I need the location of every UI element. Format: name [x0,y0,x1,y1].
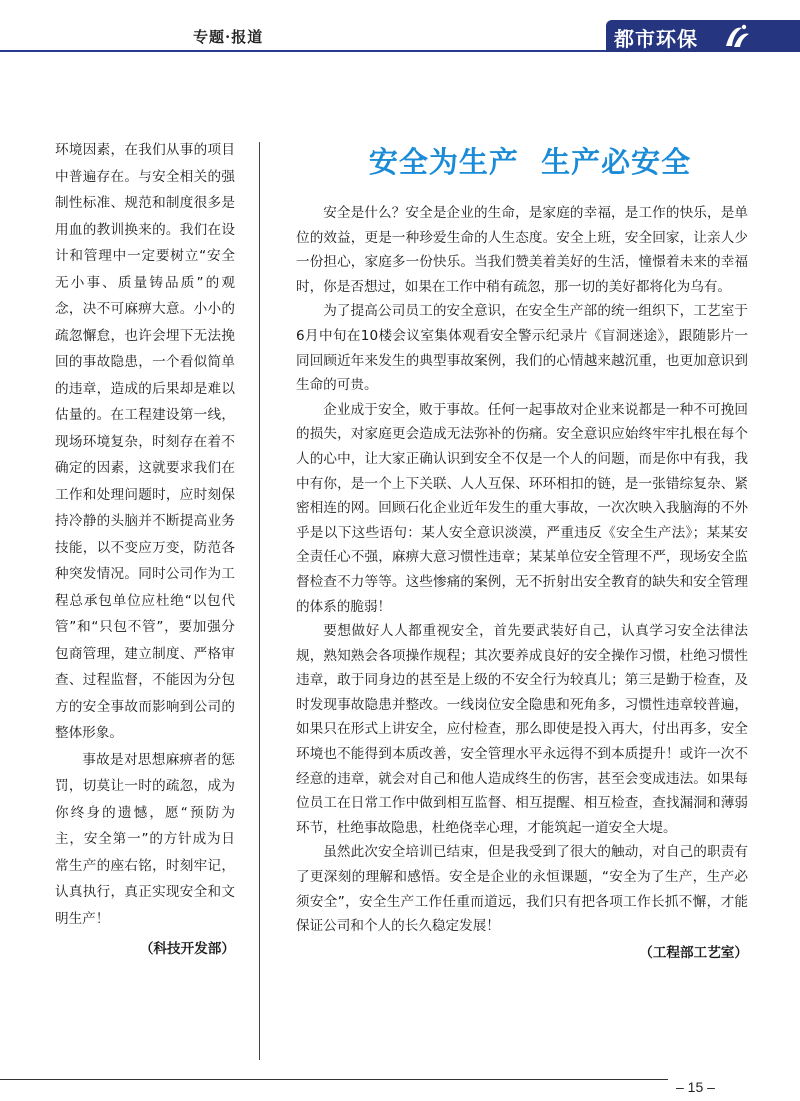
sidebar-column [55,137,235,963]
section-label: 专题·报道 [193,28,264,46]
article-paragraph-1: 安全是什么？安全是企业的生命，是家庭的幸福，是工作的快乐，是单位的效益，更是一种珍爱生命的人生态度。安全上班，安全回家，让亲人少一份担心，家庭多一份快乐。当我们赞美着美好的生活，憧憬着未来的幸福时，你是否想过，如果在工作中稍有疏忽，那一切的美好都将化为乌有。 [296,205,748,295]
article-author: （工程部工艺室） [639,944,748,961]
article-paragraph-2: 为了提高公司员工的安全意识，在安全生产部的统一组织下，工艺室于6月中旬在10楼会议室集体观看安全警示纪录片《盲洞迷途》，跟随影片一同回顾近年来发生的典型事故案例，我们的心情越来越沉重，也更加意识到生命的可贵。 [296,303,748,394]
article-paragraph-5: 虽然此次安全培训已结束，但是我受到了很大的触动，对自己的职责有了更深刻的理解和感悟。安全是企业的永恒课题，“安全为了生产，生产必须安全”，安全生产工作任重而道远，我们只有把各项工作长抓不懈，才能保证公司和个人的长久稳定发展！ [296,844,748,935]
brand-name: 都市环保 [614,27,698,51]
footer-rule [0,1079,668,1080]
column-divider [259,142,260,1060]
sidebar-author: （科技开发部） [139,941,235,957]
page-header [0,0,800,58]
article-paragraph-3: 企业成于安全，败于事故。任何一起事故对企业来说都是一种不可挽回的损失，对家庭更会造成无法弥补的伤痛。安全意识应始终牢牢扎根在每个人的心中，让大家正确认识到安全不仅是一个人的问题，而是你中有我，我中有你，是一个上下关联、人人互保、环环相扣的链，是一张错综复杂、紧密相连的网。回顾石化企业近年发生的重大事故，一次次映入我脑海的不外乎是以下这些语句：某人安全意识淡漠，严重违反《安全生产法》；某某安全责任心不强，麻痹大意习惯性违章；某某单位安全管理不严，现场安全监督检查不力等等。这些惨痛的案例，无不折射出安全教育的缺失和安全管理的体系的脆弱！ [296,401,748,615]
article-title: 安全为生产 生产必安全 [368,145,692,179]
page-number: – 15 – [676,1079,715,1095]
brand-logo-icon [720,22,752,52]
article-body [296,201,748,965]
article-paragraph-4: 要想做好人人都重视安全，首先要武装好自己，认真学习安全法律法规，熟知熟会各项操作规程；其次要养成良好的安全操作习惯，杜绝习惯性违章，敢于同身边的甚至是上级的不安全行为较真儿；第三是勤于检查，及时发现事故隐患并整改。一线岗位安全隐患和死角多，习惯性违章较普遍，如果只在形式上讲安全，应付检查，那么即使是投入再大，付出再多，安全环境也不能得到本质改善，安全管理水平永远得不到本质提升！或许一次不经意的违章，就会对自己和他人造成终生的伤害，甚至会变成违法。如果每位员工在日常工作中做到相互监督、相互提醒、相互检查，查找漏洞和薄弱环节，杜绝事故隐患，杜绝侥幸心理，才能筑起一道安全大堤。 [296,623,748,836]
header-rule [0,50,606,52]
sidebar-paragraph-2: 事故是对思想麻痹者的惩罚，切莫让一时的疏忽，成为你终身的遗憾，愿“预防为主，安全第一”的方针成为日常生产的座右铭，时刻牢记，认真执行，真正实现安全和文明生产！ [55,751,235,927]
sidebar-paragraph-1: 环境因素，在我们从事的项目中普遍存在。与安全相关的强制性标准、规范和制度很多是用血的教训换来的。我们在设计和管理中一定要树立“安全无小事、质量铸品质”的观念，决不可麻痹大意。小小的疏忽懈怠，也许会埋下无法挽回的事故隐患，一个看似简单的违章，造成的后果却是难以估量的。在工程建设第一线，现场环境复杂，时刻存在着不确定的因素，这就要求我们在工作和处理问题时，应时刻保持冷静的头脑并不断提高业务技能，以不变应万变，防范各种突发情况。同时公司作为工程总承包单位应杜绝“以包代管”和“只包不管”，要加强分包商管理，建立制度、严格审查、过程监督，不能因为分包方的安全事故而影响到公司的整体形象。 [55,142,235,741]
